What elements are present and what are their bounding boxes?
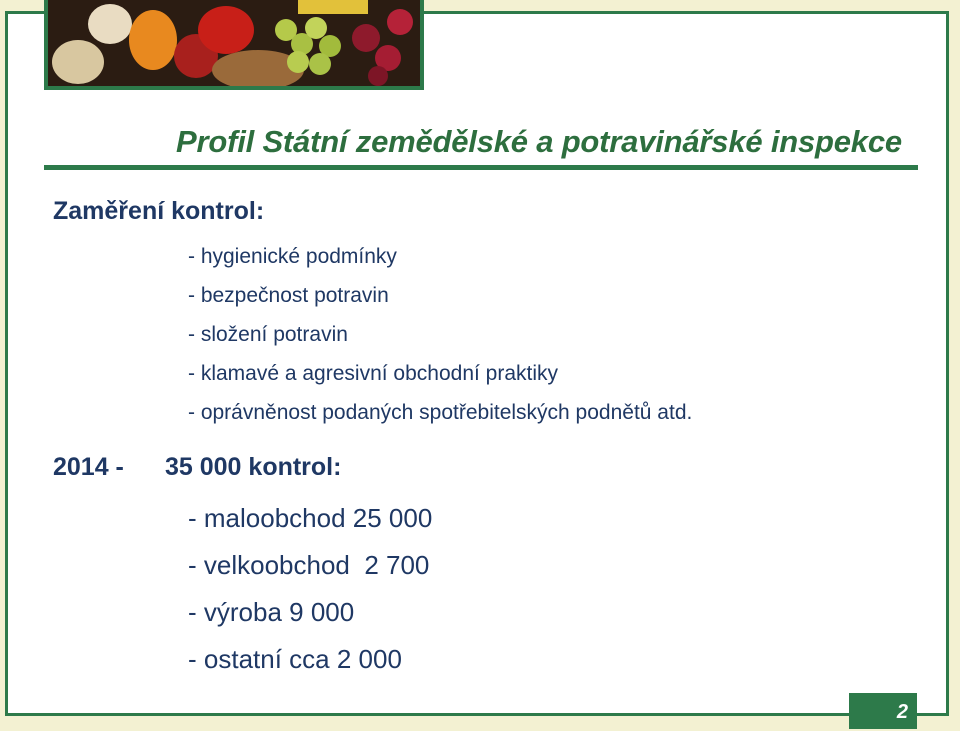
page-number: 2 bbox=[849, 693, 917, 729]
page-title: Profil Státní zemědělské a potravinářské inspekce bbox=[176, 124, 902, 159]
stats-item: - velkoobchod 2 700 bbox=[188, 550, 430, 580]
focus-item: - klamavé a agresivní obchodní praktiky bbox=[188, 362, 559, 385]
header-photo bbox=[44, 0, 424, 90]
stats-year: 2014 - bbox=[53, 453, 124, 481]
stats-item: - ostatní cca 2 000 bbox=[188, 644, 402, 674]
stats-heading bbox=[53, 453, 341, 482]
focus-item: - hygienické podmínky bbox=[188, 245, 397, 268]
vegetables-photo-icon bbox=[48, 0, 420, 86]
focus-item: - bezpečnost potravin bbox=[188, 284, 389, 307]
stats-item: - maloobchod 25 000 bbox=[188, 503, 433, 533]
focus-heading: Zaměření kontrol: bbox=[53, 197, 265, 225]
stats-list bbox=[188, 500, 432, 688]
focus-item: - složení potravin bbox=[188, 323, 348, 346]
stats-item: - výroba 9 000 bbox=[188, 597, 355, 627]
stats-total: 35 000 kontrol: bbox=[165, 453, 342, 481]
title-divider bbox=[44, 165, 918, 170]
focus-item: - oprávněnost podaných spotřebitelských podnětů atd. bbox=[188, 401, 693, 424]
focus-list bbox=[188, 242, 692, 437]
